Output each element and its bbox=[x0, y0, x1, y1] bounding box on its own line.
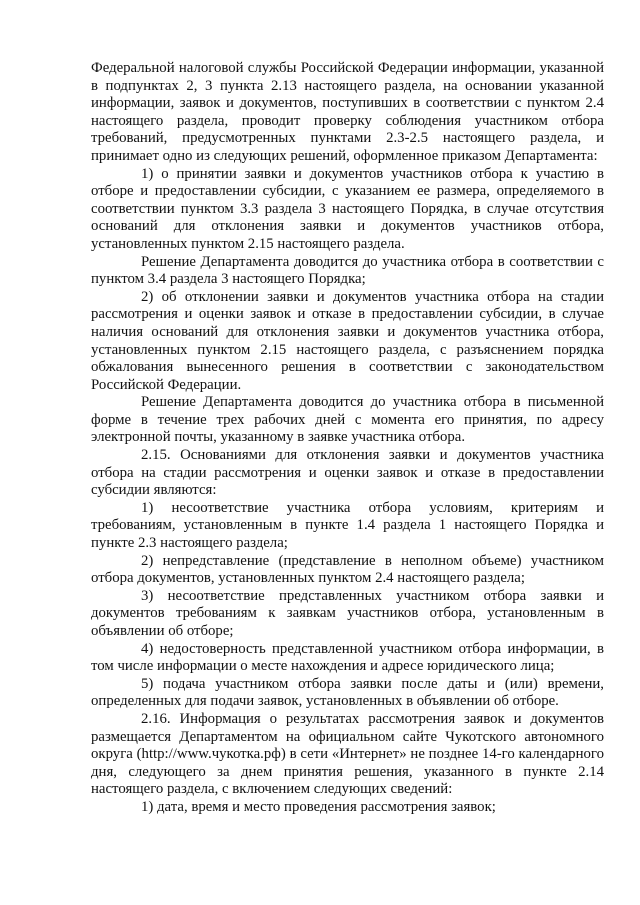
paragraph-ground-5: 5) подача участником отбора заявки после даты и (или) времени, определенных для подачи заявок, установленных в объявлении об отборе. bbox=[91, 675, 604, 710]
paragraph-ground-1: 1) несоответствие участника отбора условиям, критериям и требованиям, установленным в пункте 1.4 раздела 1 настоящего Порядка и пункте 2.3 настоящего раздела; bbox=[91, 499, 604, 552]
paragraph-section-2-15: 2.15. Основаниями для отклонения заявки и документов участника отбора на стадии рассмотрения и оценки заявок и отказе в предоставлении субсидии являются: bbox=[91, 447, 604, 499]
paragraph-decision-notice-1: Решение Департамента доводится до участника отбора в соответствии с пунктом 3.4 раздела 3 настоящего Порядка; bbox=[91, 253, 604, 288]
paragraph-continuation: Федеральной налоговой службы Российской Федерации информации, указанной в подпунктах 2, 3 пункта 2.13 настоящего раздела, на основании указанной информации, заявок и документов, поступивших в соответствии с пунктом 2.4 настоящего раздела, проводит проверку соблюдения участником отбора требований, предусмотренных пунктами 2.3-2.5 настоящего раздела, и принимает одно из следующих решений, оформленное приказом Департамента: bbox=[91, 60, 604, 164]
paragraph-item-2-rejection: 2) об отклонении заявки и документов участника отбора на стадии рассмотрения и оценки заявок и отказе в предоставлении субсидии, в случае наличия оснований для отклонения заявки и документов участника отбора, установленных пунктом 2.15 настоящего раздела, с разъяснением порядка обжалования вынесенного решения в соответствии с законодательством Российской Федерации. bbox=[91, 288, 604, 393]
paragraph-decision-notice-2: Решение Департамента доводится до участника отбора в письменной форме в течение трех рабочих дней с момента его принятия, по адресу электронной почты, указанному в заявке участника отбора. bbox=[91, 394, 604, 446]
paragraph-section-2-16: 2.16. Информация о результатах рассмотрения заявок и документов размещается Департаментом на официальном сайте Чукотского автономного округа (http://www.чукотка.рф) в сети «Интернет» не позднее 14-го календарного дня, следующего за днем принятия решения, указанного в пункте 2.14 настоящего раздела, с включением следующих сведений: bbox=[91, 710, 604, 798]
paragraph-ground-4: 4) недостоверность представленной участником отбора информации, в том числе информации о месте нахождения и адресе юридического лица; bbox=[91, 640, 604, 675]
paragraph-ground-2: 2) непредставление (представление в неполном объеме) участником отбора документов, установленных пунктом 2.4 настоящего раздела; bbox=[91, 552, 604, 587]
paragraph-info-item-1: 1) дата, время и место проведения рассмотрения заявок; bbox=[141, 798, 496, 815]
paragraph-ground-3: 3) несоответствие представленных участником отбора заявки и документов требованиям к заявкам участников отбора, установленным в объявлении об отборе; bbox=[91, 587, 604, 639]
paragraph-item-1-acceptance: 1) о принятии заявки и документов участников отбора к участию в отборе и предоставлении субсидии, с указанием ее размера, определяемого в соответствии пунктом 3.3 раздела 3 настоящего Порядка, в случае отсутствия оснований для отклонения заявки и документов участников отбора, установленных пунктом 2.15 настоящего раздела. bbox=[91, 165, 604, 252]
